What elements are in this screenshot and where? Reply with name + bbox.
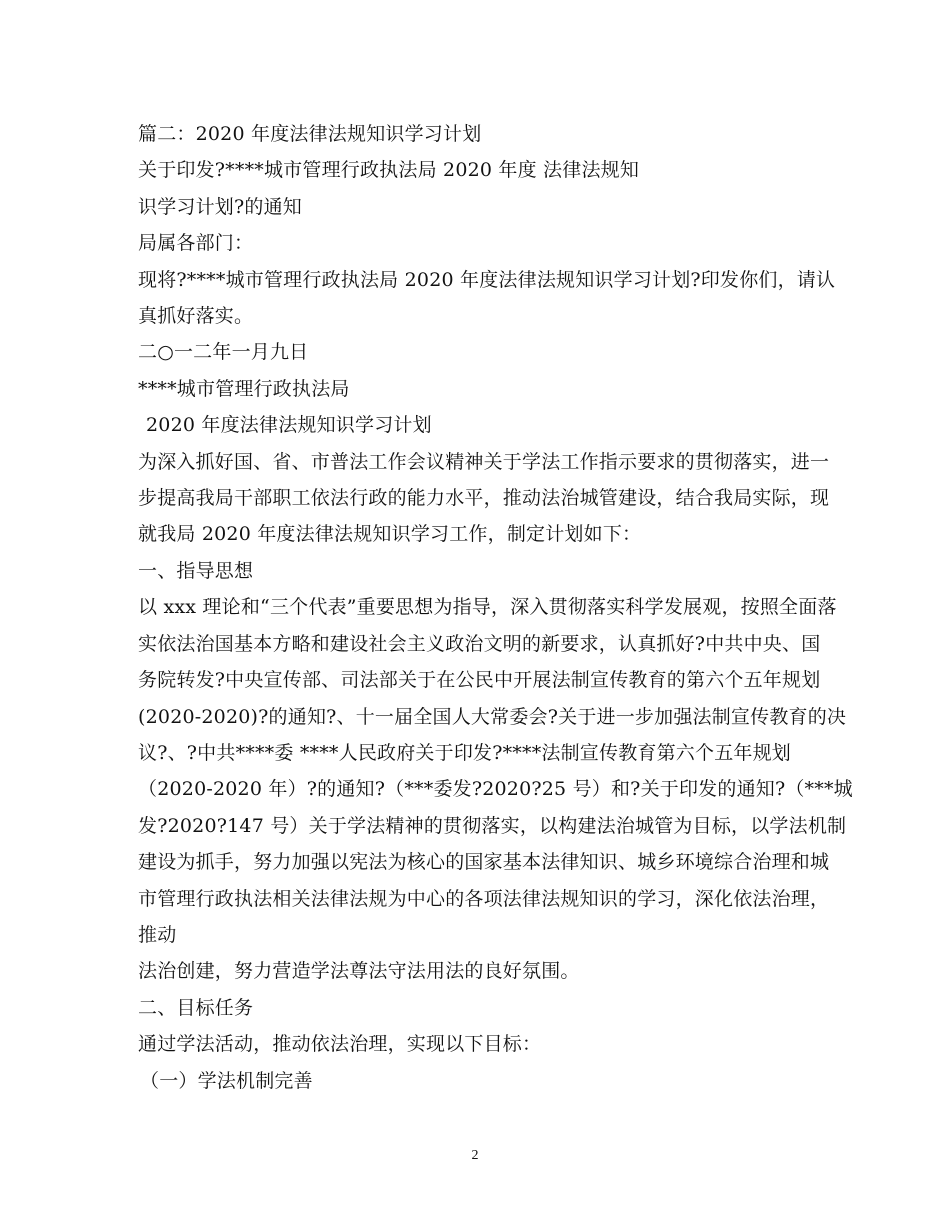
heading-guiding-ideology: 一、指导思想 bbox=[138, 559, 254, 582]
ideology-line-11: 法治创建，努力营造学法尊法守法用法的良好氛围。 bbox=[138, 960, 580, 983]
document-body bbox=[138, 116, 853, 1099]
plan-title: 2020 年度法律法规知识学习计划 bbox=[146, 414, 432, 437]
ideology-line-3: 务院转发?中央宣传部、司法部关于在公民中开展法制宣传教育的第六个五年规划 bbox=[138, 669, 821, 692]
subheading-mechanism: （一）学法机制完善 bbox=[140, 1069, 313, 1092]
notice-body-line-1: 现将?****城市管理行政执法局 2020 年度法律法规知识学习计划?印发你们，请认 bbox=[138, 268, 836, 291]
ideology-line-10: 推动 bbox=[138, 923, 177, 946]
goals-intro: 通过学法活动，推动依法治理，实现以下目标： bbox=[138, 1033, 542, 1056]
issuing-agency: ****城市管理行政执法局 bbox=[138, 377, 350, 400]
intro-line-2: 步提高我局干部职工依法行政的能力水平，推动法治城管建设，结合我局实际，现 bbox=[138, 487, 830, 510]
notice-title-line-2: 识学习计划?的通知 bbox=[138, 195, 302, 218]
notice-title-line-1: 关于印发?****城市管理行政执法局 2020 年度 法律法规知 bbox=[138, 159, 640, 182]
ideology-line-1: 以 xxx 理论和“三个代表”重要思想为指导，深入贯彻落实科学发展观，按照全面落 bbox=[138, 596, 837, 619]
ideology-line-7: 发?2020?147 号）关于学法精神的贯彻落实，以构建法治城管为目标，以学法机制 bbox=[138, 814, 847, 837]
ideology-line-9: 市管理行政执法相关法律法规为中心的各项法律法规知识的学习，深化依法治理， bbox=[138, 887, 830, 910]
ideology-line-8: 建设为抓手，努力加强以宪法为核心的国家基本法律知识、城乡环境综合治理和城 bbox=[138, 851, 830, 874]
section-heading: 篇二：2020 年度法律法规知识学习计划 bbox=[138, 123, 482, 145]
intro-line-1: 为深入抓好国、省、市普法工作会议精神关于学法工作指示要求的贯彻落实，进一 bbox=[138, 450, 830, 473]
ideology-line-2: 实依法治国基本方略和建设社会主义政治文明的新要求，认真抓好?中共中央、国 bbox=[138, 632, 821, 655]
intro-line-3: 就我局 2020 年度法律法规知识学习工作，制定计划如下： bbox=[138, 523, 642, 546]
notice-date: 二○一二年一月九日 bbox=[138, 341, 309, 364]
addressee: 局属各部门： bbox=[138, 232, 254, 255]
heading-goals: 二、目标任务 bbox=[138, 996, 254, 1019]
notice-body-line-2: 真抓好落实。 bbox=[138, 305, 254, 328]
page-number: 2 bbox=[471, 1148, 479, 1163]
ideology-line-5: 议?、?中共****委 ****人民政府关于印发?****法制宣传教育第六个五年规划 bbox=[138, 741, 792, 764]
ideology-line-4: (2020-2020)?的通知?、十一届全国人大常委会?关于进一步加强法制宣传教育的决 bbox=[138, 705, 847, 728]
ideology-line-6: （2020-2020 年）?的通知?（***委发?2020?25 号）和?关于印发的通知?（***城 bbox=[138, 778, 853, 801]
